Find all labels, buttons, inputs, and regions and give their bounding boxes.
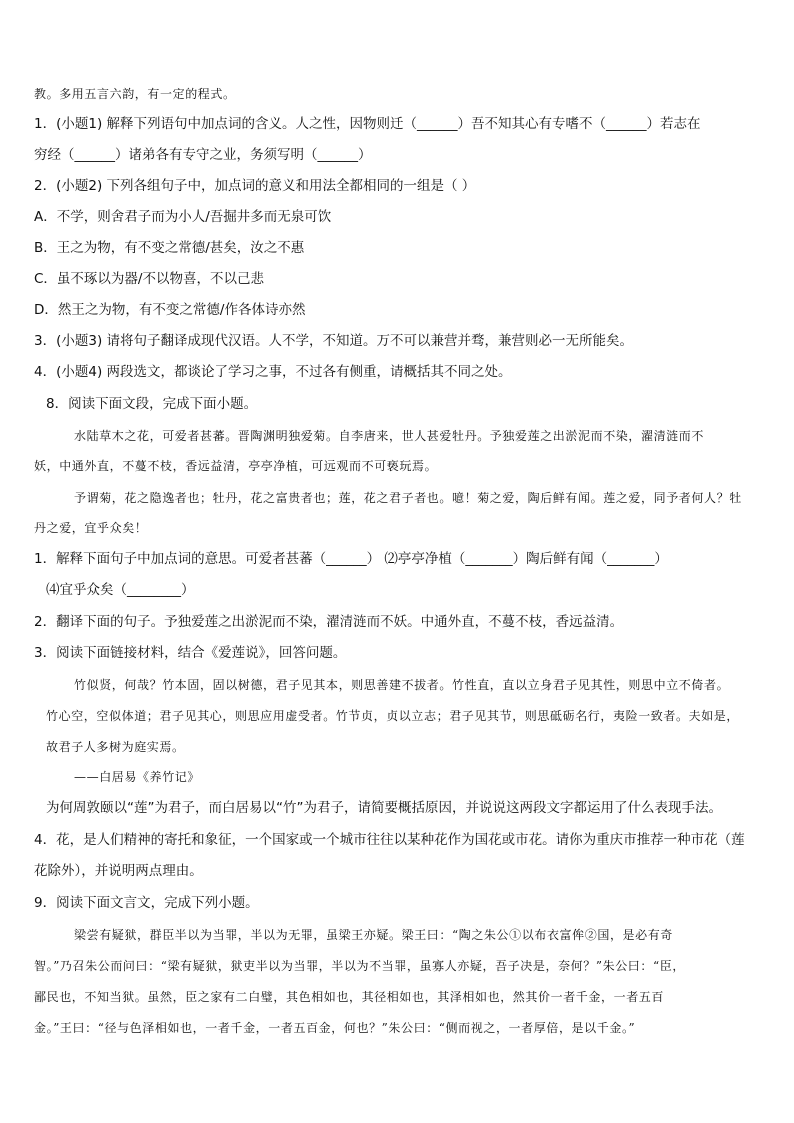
text-line: 竹心空，空似体道；君子见其心，则思应用虚受者。竹节贞，贞以立志；君子见其节，则思砥砺名行，夷险一致者。夫如是， [46, 709, 740, 723]
text-line: 为何周敦颐以“莲”为君子，而白居易以“竹”为君子，请简要概括原因，并说说这两段文字都运用了什么表现手法。 [46, 800, 722, 816]
text-line: 智。”乃召朱公而问曰：“梁有疑狱，狱吏半以为当罪，半以为不当罪，虽寡人亦疑，吾子决是，奈何？”朱公曰：“臣， [34, 959, 685, 973]
text-line: 教。多用五言六韵，有一定的程式。 [34, 87, 236, 101]
text-line: ⑷宜乎众矣（________） [46, 582, 195, 598]
text-line: 妖，中通外直，不蔓不枝，香远益清，亭亭净植，可远观而不可亵玩焉。 [34, 459, 438, 473]
text-line: 故君子人多树为庭实焉。 [46, 740, 185, 754]
text-line: 3．(小题3) 请将句子翻译成现代汉语。人不学，不知道。万不可以兼营并骛，兼营则必一无所能矣。 [34, 333, 634, 349]
text-line: 8．阅读下面文段，完成下面小题。 [46, 396, 258, 412]
text-line: 1．解释下面句子中加点词的意思。可爱者甚蕃（______） ⑵亭亭净植（_______）陶后鲜有闻（_______） [34, 551, 668, 567]
text-line: 予谓菊，花之隐逸者也；牡丹，花之富贵者也；莲，花之君子者也。噫！菊之爱，陶后鲜有闻。莲之爱，同予者何人？牡 [74, 491, 742, 505]
text-line: 1．(小题1) 解释下列语句中加点词的含义。人之性，因物则迁（______）吾不知其心有专嗜不（______）若志在 [34, 116, 701, 132]
text-line: 9．阅读下面文言文，完成下列小题。 [34, 895, 259, 911]
text-line: 3．阅读下面链接材料，结合《爱莲说》，回答问题。 [34, 645, 347, 661]
text-line: C．虽不琢以为器/不以物喜，不以己悲 [34, 271, 264, 287]
text-line: 4．花，是人们精神的寄托和象征，一个国家或一个城市往往以某种花作为国花或市花。请你为重庆市推荐一种市花（莲 [34, 832, 745, 848]
text-line: D．然王之为物，有不变之常德/作各体诗亦然 [34, 302, 306, 318]
text-line: 穷经（______）诸弟各有专守之业，务须写明（______） [34, 147, 372, 163]
text-line: 竹似贤，何哉？竹本固，固以树德，君子见其本，则思善建不拔者。竹性直，直以立身君子见其性，则思中立不倚者。 [74, 678, 730, 692]
text-line: B．王之为物，有不变之常德/甚矣，汝之不惠 [34, 240, 305, 256]
text-line: 梁尝有疑狱，群臣半以为当罪，半以为无罪，虽梁王亦疑。梁王曰：“陶之朱公①以布衣富侔②国，是必有奇 [74, 928, 673, 942]
text-line: 水陆草木之花，可爱者甚蕃。晋陶渊明独爱菊。自李唐来，世人甚爱牡丹。予独爱莲之出淤泥而不染，濯清涟而不 [74, 429, 705, 443]
text-line: ——白居易《养竹记》 [74, 770, 201, 784]
text-line: 4．(小题4) 两段选文，都谈论了学习之事，不过各有侧重，请概括其不同之处。 [34, 364, 512, 380]
text-line: 金。”王曰：“径与色泽相如也，一者千金，一者五百金，何也？”朱公曰：“侧而视之，一者厚倍，是以千金。” [34, 1021, 636, 1035]
text-line: 2．(小题2) 下列各组句子中，加点词的意义和用法全都相同的一组是（ ） [34, 178, 476, 194]
text-line: 2．翻译下面的句子。予独爱莲之出淤泥而不染，濯清涟而不妖。中通外直，不蔓不枝，香远益清。 [34, 614, 624, 630]
text-line: 花除外），并说明两点理由。 [34, 863, 203, 879]
text-line: 鄙民也，不知当狱。虽然，臣之家有二白璧，其色相如也，其径相如也，其泽相如也，然其价一者千金，一者五百 [34, 990, 665, 1004]
text-line: A．不学，则舍君子而为小人/吾掘井多而无泉可饮 [34, 209, 332, 225]
text-line: 丹之爱，宜乎众矣！ [34, 521, 148, 535]
